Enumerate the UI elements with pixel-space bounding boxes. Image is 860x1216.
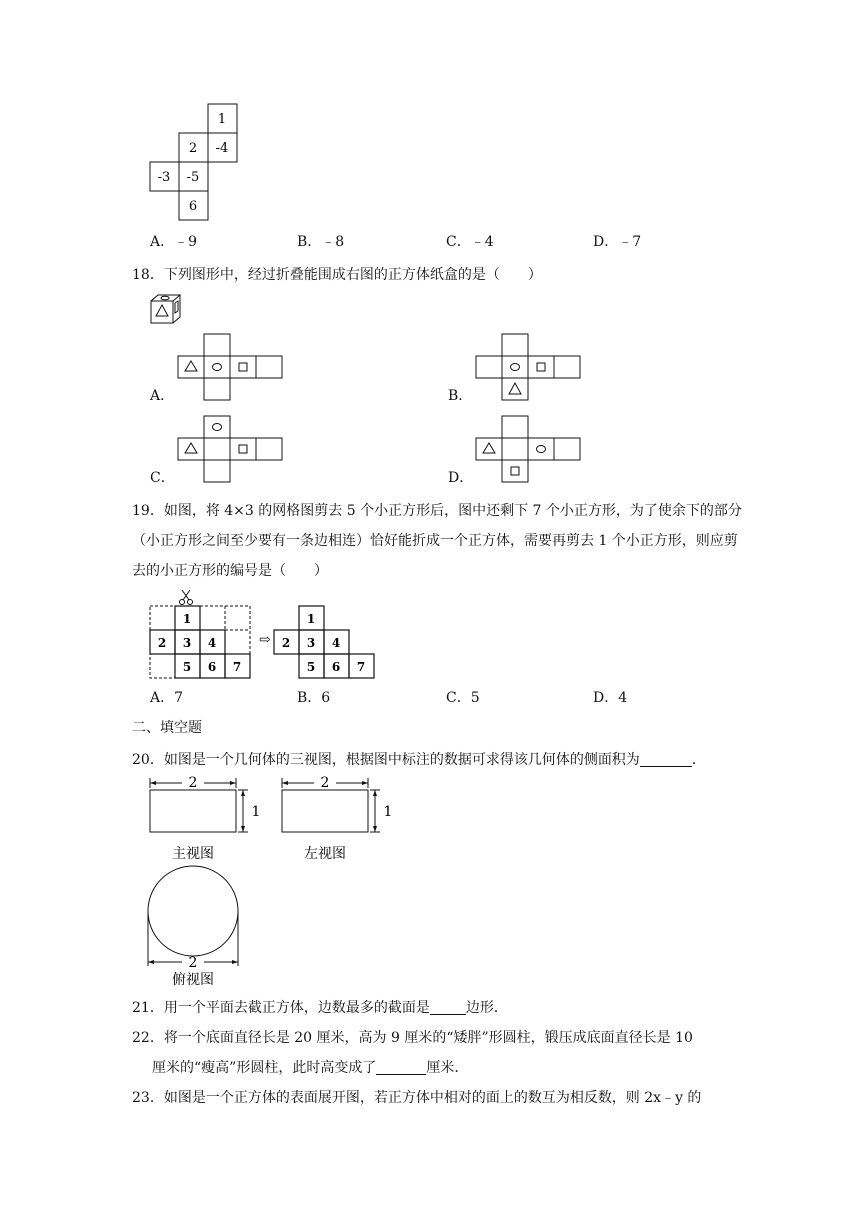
square-icon xyxy=(239,363,247,371)
circle-icon xyxy=(213,424,222,431)
grid-cell: 6 xyxy=(207,660,217,674)
grid-cell: 2 xyxy=(281,636,291,650)
q19-grid-figure xyxy=(148,588,258,682)
q22-line2: 厘米的“瘦高”形圆柱，此时高变成了 厘米． xyxy=(152,1060,469,1076)
triangle-icon xyxy=(509,383,521,394)
grid-cell: 7 xyxy=(356,660,366,674)
q18-net-b[interactable] xyxy=(474,332,586,404)
front-height-label: 1 xyxy=(251,804,261,820)
q20-top-view xyxy=(144,862,248,988)
grid-cell: 3 xyxy=(182,636,192,650)
left-view-label: 左视图 xyxy=(304,846,346,862)
circle-icon xyxy=(511,364,520,371)
q17-option-d[interactable]: D．﹣7 xyxy=(593,234,642,250)
grid-cell: 1 xyxy=(306,612,316,626)
q19-option-c[interactable]: C．5 xyxy=(446,690,480,706)
q18-net-c[interactable] xyxy=(176,414,288,486)
circle-icon xyxy=(537,446,546,453)
grid-cell: 3 xyxy=(306,636,316,650)
q18-label-c[interactable]: C． xyxy=(150,470,175,486)
grid-cell: 5 xyxy=(306,660,316,674)
grid-cell: 7 xyxy=(232,660,242,674)
q18-label-d[interactable]: D． xyxy=(448,470,474,486)
arrow-icon: ⇨ xyxy=(259,632,271,648)
q19-option-d[interactable]: D．4 xyxy=(593,690,628,706)
answer-blank[interactable] xyxy=(376,1058,426,1075)
net-cell: 6 xyxy=(188,199,198,214)
answer-blank[interactable] xyxy=(430,998,466,1015)
grid-cell: 4 xyxy=(207,636,217,650)
q17-cube-net xyxy=(146,102,241,224)
q18-stem: 18．下列图形中，经过折叠能围成右图的正方体纸盒的是（ ） xyxy=(132,267,542,283)
q17-option-c[interactable]: C．﹣4 xyxy=(446,234,494,250)
front-view-label: 主视图 xyxy=(172,846,214,862)
net-cell: -3 xyxy=(157,170,171,185)
grid-cell: 6 xyxy=(331,660,341,674)
q18-label-b[interactable]: B． xyxy=(448,388,473,404)
q23-line1: 23．如图是一个正方体的表面展开图，若正方体中相对的面上的数互为相反数，则 2x﹣y 的 xyxy=(132,1090,702,1106)
q18-reference-cube xyxy=(148,292,188,326)
square-icon xyxy=(511,467,519,475)
square-icon xyxy=(537,363,545,371)
left-width-label: 2 xyxy=(320,775,330,791)
triangle-icon xyxy=(483,443,495,453)
net-cell: 1 xyxy=(217,112,227,127)
q18-label-a[interactable]: A． xyxy=(150,388,175,404)
left-height-label: 1 xyxy=(383,804,393,820)
q19-option-a[interactable]: A．7 xyxy=(150,690,184,706)
q21-stem: 21．用一个平面去截正方体，边数最多的截面是 边形． xyxy=(132,1000,508,1016)
circle-icon xyxy=(213,364,222,371)
q17-option-b[interactable]: B．﹣8 xyxy=(297,234,345,250)
front-width-label: 2 xyxy=(188,775,198,791)
net-cell: 2 xyxy=(188,141,198,156)
q20-left-view xyxy=(276,774,400,864)
q18-net-a[interactable] xyxy=(176,332,288,404)
grid-cell: 5 xyxy=(182,660,192,674)
grid-cell: 1 xyxy=(182,612,192,626)
top-diameter-label: 2 xyxy=(188,955,198,971)
net-cell: -5 xyxy=(186,170,200,185)
answer-blank[interactable] xyxy=(640,750,692,767)
grid-cell: 2 xyxy=(157,636,167,650)
section-heading: 二、填空题 xyxy=(132,720,202,736)
triangle-icon xyxy=(185,361,197,371)
q22-line1: 22．将一个底面直径长是 20 厘米，高为 9 厘米的“矮胖”形圆柱，锻压成底面直径长是 10 xyxy=(132,1030,693,1046)
q19-stem: 19．如图，将 4×3 的网格图剪去 5 个小正方形后，图中还剩下 7 个小正方形，为了使余下的部分（小正方形之间至少要有一条边相连）恰好能折成一个正方体，需要再剪去 1 个小正方形，则应剪去的小正方形的编号是（ ） xyxy=(132,503,742,579)
q17-option-a[interactable]: A．﹣9 xyxy=(150,234,198,250)
grid-cell: 4 xyxy=(331,636,341,650)
triangle-icon xyxy=(185,443,197,453)
square-icon xyxy=(239,445,247,453)
net-cell: -4 xyxy=(215,141,229,156)
q20-stem: 20．如图是一个几何体的三视图，根据图中标注的数据可求得该几何体的侧面积为 ． xyxy=(132,752,706,768)
q20-front-view xyxy=(144,774,268,864)
q19-remaining-figure xyxy=(272,604,380,682)
top-view-label: 俯视图 xyxy=(172,972,214,988)
q19-option-b[interactable]: B．6 xyxy=(297,690,331,706)
q18-net-d[interactable] xyxy=(474,414,586,486)
scissors-icon xyxy=(180,590,193,605)
